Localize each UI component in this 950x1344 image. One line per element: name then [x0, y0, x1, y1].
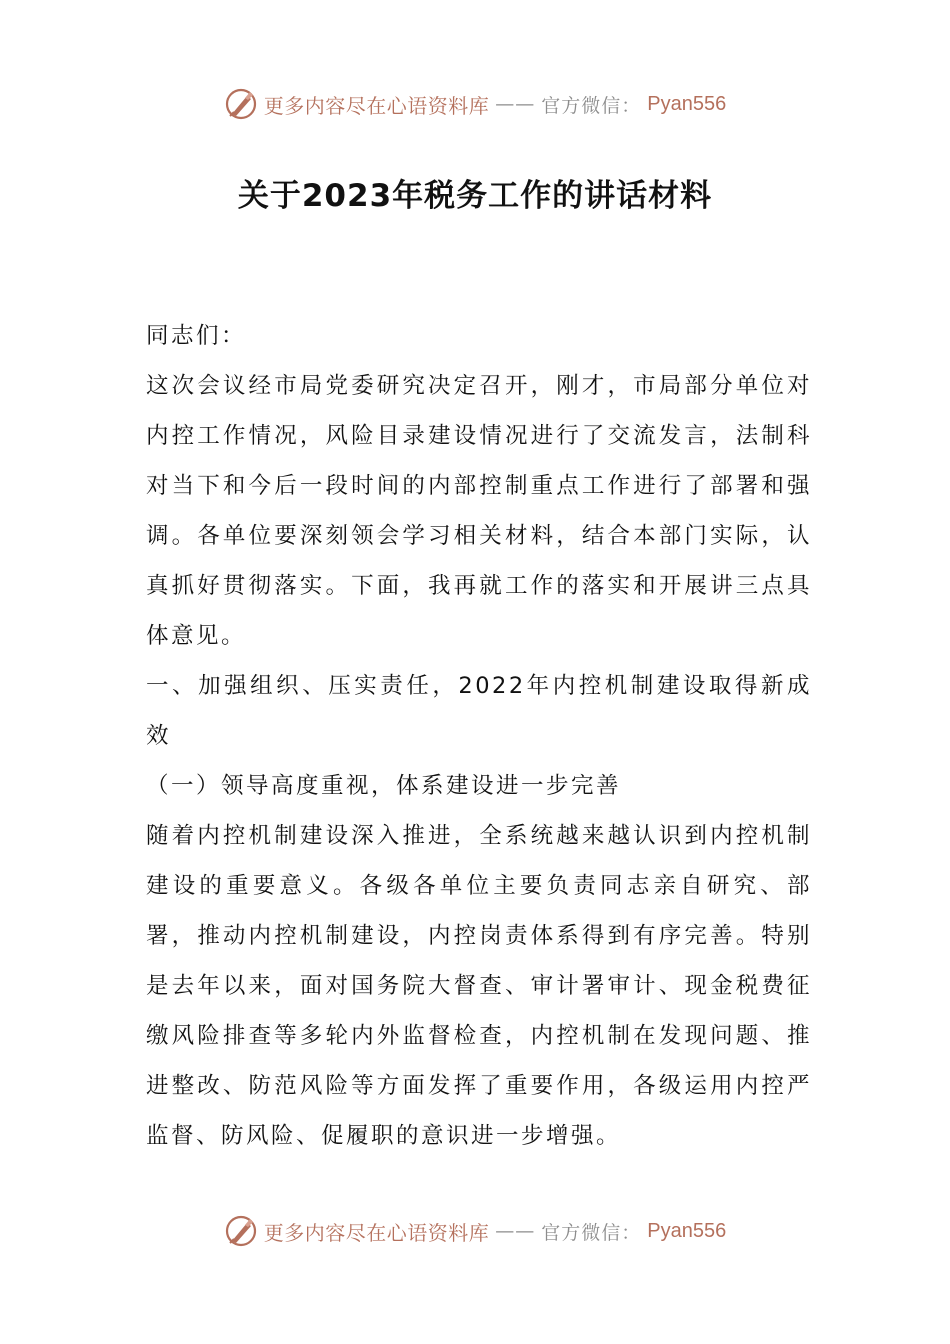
quill-logo-icon — [224, 1214, 258, 1248]
quill-logo-icon — [224, 87, 258, 121]
salutation: 同志们： — [146, 323, 247, 349]
watermark-wechat-label: 官方微信： — [541, 94, 642, 117]
watermark-dash: —— — [495, 1220, 536, 1242]
watermark-dash: —— — [495, 93, 536, 115]
body-paragraph: 随着内控机制建设深入推进，全系统越来越认识到内控机制建设的重要意义。各级各单位主要负责同志亲自研究、部署，推动内控机制建设，内控岗责体系得到有序完善。特别是去年以来，面对国务院大督查、审计署审计、现金税费征缴风险排查等多轮内外监督检查，内控机制在发现问题、推进整改、防范风险等方面发挥了重要作用，各级运用内控严监督、防风险、促履职的意识进一步增强。 — [146, 823, 812, 1149]
watermark-promo-text: 更多内容尽在心语资料库 — [263, 93, 490, 118]
subsection-heading: （一）领导高度重视，体系建设进一步完善 — [146, 773, 622, 799]
watermark-footer — [0, 1209, 950, 1253]
watermark-promo-text: 更多内容尽在心语资料库 — [263, 1220, 490, 1245]
watermark-account: Pyan556 — [647, 92, 727, 115]
document-title: 关于2023年税务工作的讲话材料 — [237, 178, 713, 214]
watermark-wechat-label: 官方微信： — [541, 1221, 642, 1244]
intro-paragraph: 这次会议经市局党委研究决定召开，刚才，市局部分单位对内控工作情况，风险目录建设情况进行了交流发言，法制科对当下和今后一段时间的内部控制重点工作进行了部署和强调。各单位要深刻领会学习相关材料，结合本部门实际，认真抓好贯彻落实。下面，我再就工作的落实和开展讲三点具体意见。 — [146, 373, 812, 649]
watermark-header — [0, 82, 950, 126]
section-heading: 一、加强组织、压实责任，2022年内控机制建设取得新成效 — [146, 673, 812, 749]
document-body — [146, 311, 812, 1161]
watermark-account: Pyan556 — [647, 1219, 727, 1242]
